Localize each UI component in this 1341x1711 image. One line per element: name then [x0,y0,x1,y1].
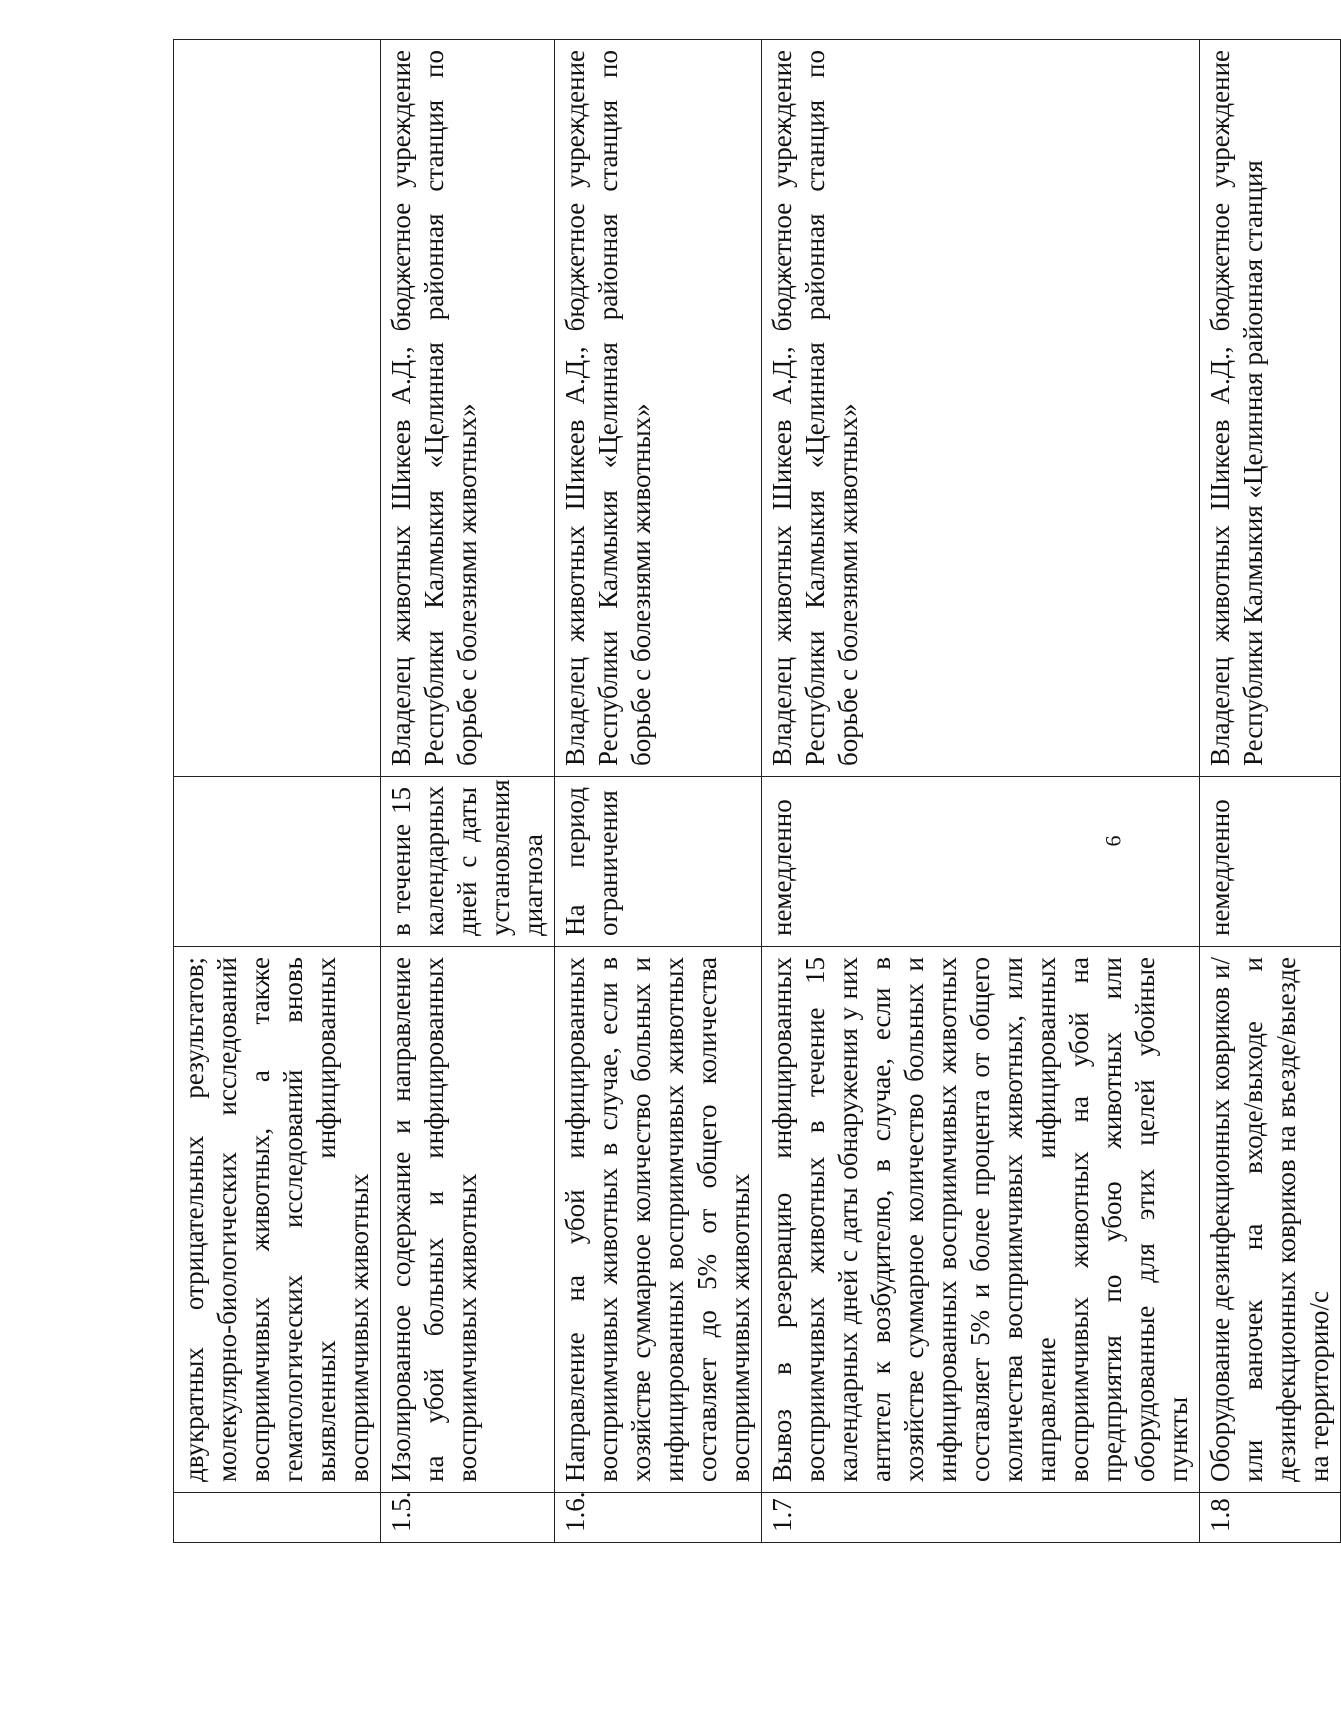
rotated-page-content [173,40,1334,1543]
measure-cell: Направление на убой инфицированных восприимчивых животных в случае, если в хозяйстве суммарное количество больных и инфицированных восприимчивых животных составляет до 5% от общего количества восприимчивых животных [555,947,762,1493]
table-row [762,40,1200,1543]
page-number: 6 [1100,835,1126,847]
deadline-cell: немедленно [1200,777,1341,947]
deadline-cell: На период ограничения [555,777,762,947]
table-row [555,40,762,1543]
deadline-cell [174,777,381,947]
measure-cell: двукратных отрицательных результатов; молекулярно-биологических исследований восприимчивых животных, а также гематологических исследований вновь выявленных инфицированных восприимчивых животных [174,947,381,1493]
measure-cell: Оборудование дезинфекционных ковриков и/или ваночек на входе/выходе и дезинфекционных ковриков на въезде/выезде на территорию/с [1200,947,1341,1493]
measure-cell: Вывоз в резервацию инфицированных восприимчивых животных в течение 15 календарных дней с даты обнаружения у них антител к возбудителю, в случае, если в хозяйстве суммарное количество больных и инфицированных восприимчивых животных составляет 5% и более процента от общего количества восприимчивых животных, или направление инфицированных восприимчивых животных на убой на предприятия по убою животных или оборудованные для этих целей убойные пункты [762,947,1200,1493]
row-number: 1.7 [762,1493,1200,1543]
row-number: 1.5. [381,1493,555,1543]
table-row [1200,40,1341,1543]
table-row [381,40,555,1543]
measures-table [173,39,1341,1543]
table-row [174,40,381,1543]
row-number: 1.8 [1200,1493,1341,1543]
row-number: 1.6. [555,1493,762,1543]
responsible-cell: Владелец животных Шикеев А.Д., бюджетное учреждение Республики Калмыкия «Целинная районная станция по борьбе с болезнями животных» [555,40,762,777]
deadline-cell: в течение 15 календарных дней с даты установления диагноза [381,777,555,947]
responsible-cell [174,40,381,777]
row-number [174,1493,381,1543]
measure-cell: Изолированное содержание и направление на убой больных и инфицированных восприимчивых животных [381,947,555,1493]
responsible-cell: Владелец животных Шикеев А.Д., бюджетное учреждение Республики Калмыкия «Целинная районная станция по борьбе с болезнями животных» [381,40,555,777]
responsible-cell: Владелец животных Шикеев А.Д., бюджетное учреждение Республики Калмыкия «Целинная районная станция [1200,40,1341,777]
deadline-cell: немедленно [762,777,1200,947]
responsible-cell: Владелец животных Шикеев А.Д., бюджетное учреждение Республики Калмыкия «Целинная районная станция по борьбе с болезнями животных» [762,40,1200,777]
